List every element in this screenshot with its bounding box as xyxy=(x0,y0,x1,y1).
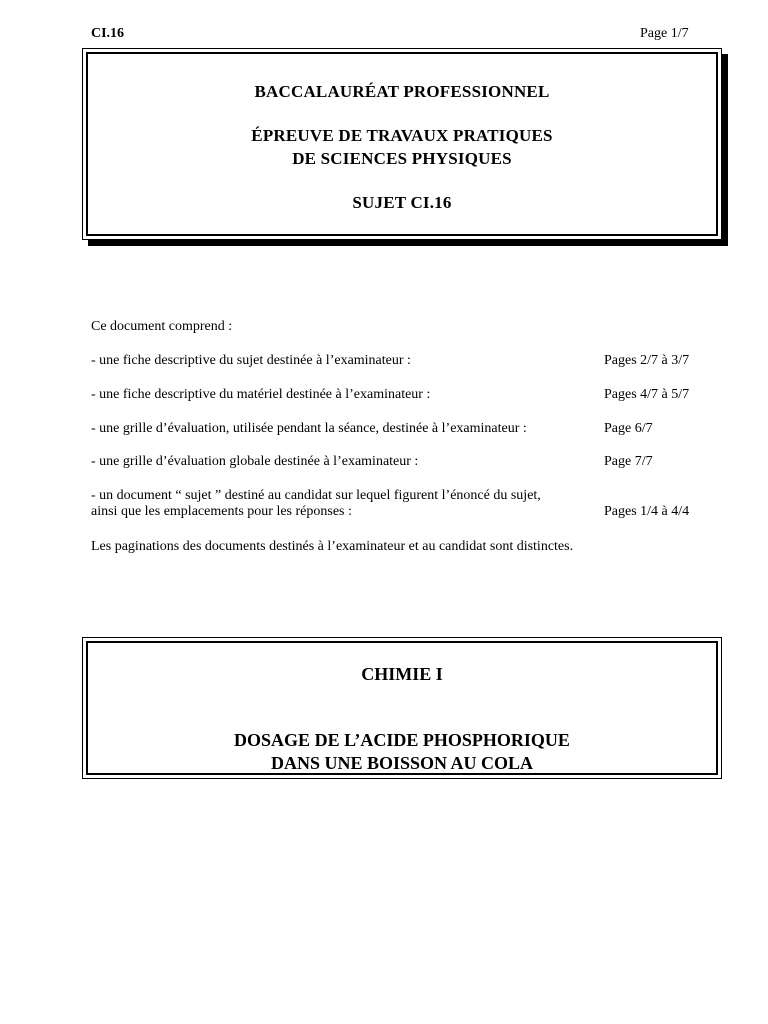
subject-box-inner-border xyxy=(86,641,718,775)
contents-item-text-line2: ainsi que les emplacements pour les réponses : xyxy=(91,504,352,519)
contents-item-text: - une fiche descriptive du sujet destinée à l’examinateur : xyxy=(91,353,411,368)
contents-intro: Ce document comprend : xyxy=(91,319,233,334)
contents-item-pages: Pages 1/4 à 4/4 xyxy=(604,504,690,519)
subject-category: CHIMIE I xyxy=(361,664,443,684)
title-box xyxy=(82,48,722,240)
title-line-bac: BACCALAURÉAT PROFESSIONNEL xyxy=(254,82,550,101)
subject-box xyxy=(82,637,722,779)
contents-item-text: - une fiche descriptive du matériel destinée à l’examinateur : xyxy=(91,387,431,402)
page-number: Page 1/7 xyxy=(640,26,689,41)
title-box-inner-border xyxy=(86,52,718,236)
subject-title-line1: DOSAGE DE L’ACIDE PHOSPHORIQUE xyxy=(234,730,570,750)
title-line-sujet: SUJET CI.16 xyxy=(352,193,452,212)
document-code: CI.16 xyxy=(91,26,125,41)
subject-title-line2: DANS UNE BOISSON AU COLA xyxy=(270,753,534,773)
contents-item-text: - une grille d’évaluation globale destinée à l’examinateur : xyxy=(91,454,419,469)
contents-item-text-line1: - un document “ sujet ” destiné au candidat sur lequel figurent l’énoncé du sujet, xyxy=(91,488,541,503)
contents-item-text: - une grille d’évaluation, utilisée pendant la séance, destinée à l’examinateur : xyxy=(91,421,527,436)
contents-note: Les paginations des documents destinés à l’examinateur et au candidat sont distinctes. xyxy=(91,539,574,554)
title-line-sciences: DE SCIENCES PHYSIQUES xyxy=(292,149,512,168)
contents-item-pages: Page 7/7 xyxy=(604,454,653,469)
contents-item-pages: Pages 2/7 à 3/7 xyxy=(604,353,690,368)
title-line-epreuve: ÉPREUVE DE TRAVAUX PRATIQUES xyxy=(251,126,553,145)
contents-item-pages: Page 6/7 xyxy=(604,421,653,436)
contents-item-pages: Pages 4/7 à 5/7 xyxy=(604,387,690,402)
